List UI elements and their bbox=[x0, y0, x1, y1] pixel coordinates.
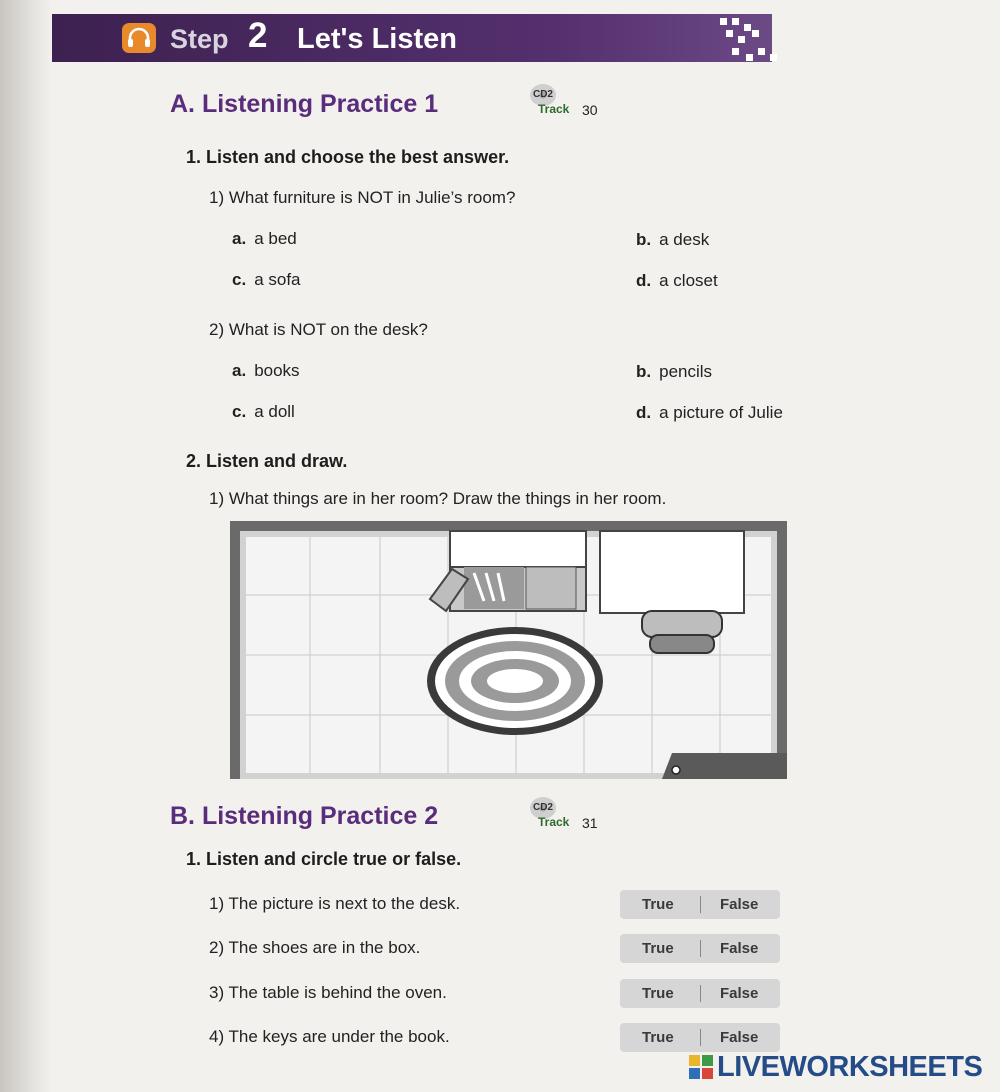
q1-option-c[interactable]: c. a sofa bbox=[232, 270, 301, 289]
true-option[interactable]: True bbox=[642, 1029, 674, 1046]
false-option[interactable]: False bbox=[720, 896, 759, 913]
cd-icon: CD2 bbox=[530, 84, 556, 106]
false-option[interactable]: False bbox=[720, 985, 759, 1002]
step-number: 2 bbox=[248, 16, 268, 55]
false-option[interactable]: False bbox=[720, 1029, 759, 1046]
banner-pixel-decoration bbox=[718, 14, 780, 62]
true-option[interactable]: True bbox=[642, 896, 674, 913]
tf-statement-1: 1) The picture is next to the desk. bbox=[209, 894, 461, 913]
true-option[interactable]: True bbox=[642, 985, 674, 1002]
part1-instruction: 1. Listen and choose the best answer. bbox=[186, 147, 510, 167]
track-number: 30 bbox=[582, 102, 598, 118]
track-number: 31 bbox=[582, 815, 598, 831]
divider bbox=[700, 896, 701, 913]
divider bbox=[700, 985, 701, 1002]
bleed-through-decoration bbox=[830, 470, 990, 510]
room-floorplan-illustration[interactable] bbox=[230, 521, 787, 779]
q1-option-a[interactable]: a. a bed bbox=[232, 229, 297, 248]
question-2: 2) What is NOT on the desk? bbox=[209, 320, 428, 339]
question-1: 1) What furniture is NOT in Julie’s room? bbox=[209, 188, 516, 207]
closet-shape bbox=[430, 531, 586, 611]
tf-statement-3: 3) The table is behind the oven. bbox=[209, 983, 447, 1002]
divider bbox=[700, 940, 701, 957]
liveworksheets-logo-icon bbox=[689, 1055, 713, 1079]
tf-toggle-2 bbox=[620, 934, 780, 963]
tf-statement-4: 4) The keys are under the book. bbox=[209, 1027, 450, 1046]
draw-question: 1) What things are in her room? Draw the things in her room. bbox=[209, 489, 667, 508]
q2-option-b[interactable]: b. pencils bbox=[636, 362, 713, 381]
page-binding-shadow bbox=[0, 0, 52, 1092]
tf-toggle-4 bbox=[620, 1023, 780, 1052]
tf-statement-2: 2) The shoes are in the box. bbox=[209, 938, 421, 957]
true-option[interactable]: True bbox=[642, 940, 674, 957]
track-label: Track bbox=[538, 102, 570, 116]
q2-option-c[interactable]: c. a doll bbox=[232, 402, 295, 421]
q2-option-d[interactable]: d. a picture of Julie bbox=[636, 403, 783, 422]
rug-shape bbox=[427, 627, 603, 735]
tf-toggle-1 bbox=[620, 890, 780, 919]
page-title: Let's Listen bbox=[297, 23, 457, 55]
section-b-title: B. Listening Practice 2 bbox=[170, 802, 439, 830]
divider bbox=[700, 1029, 701, 1046]
headphones-icon bbox=[122, 23, 156, 53]
section-a-title: A. Listening Practice 1 bbox=[170, 90, 439, 118]
brand-name: LIVEWORKSHEETS bbox=[717, 1051, 983, 1083]
q1-option-d[interactable]: d. a closet bbox=[636, 271, 718, 290]
tf-toggle-3 bbox=[620, 979, 780, 1008]
step-label: Step bbox=[170, 24, 229, 54]
false-option[interactable]: False bbox=[720, 940, 759, 957]
door-shape bbox=[662, 753, 787, 779]
track-label: Track bbox=[538, 815, 570, 829]
cd-icon: CD2 bbox=[530, 797, 556, 819]
q2-option-a[interactable]: a. books bbox=[232, 361, 300, 380]
tf-instruction: 1. Listen and circle true or false. bbox=[186, 849, 462, 869]
part2-instruction: 2. Listen and draw. bbox=[186, 451, 348, 471]
q1-option-b[interactable]: b. a desk bbox=[636, 230, 710, 249]
